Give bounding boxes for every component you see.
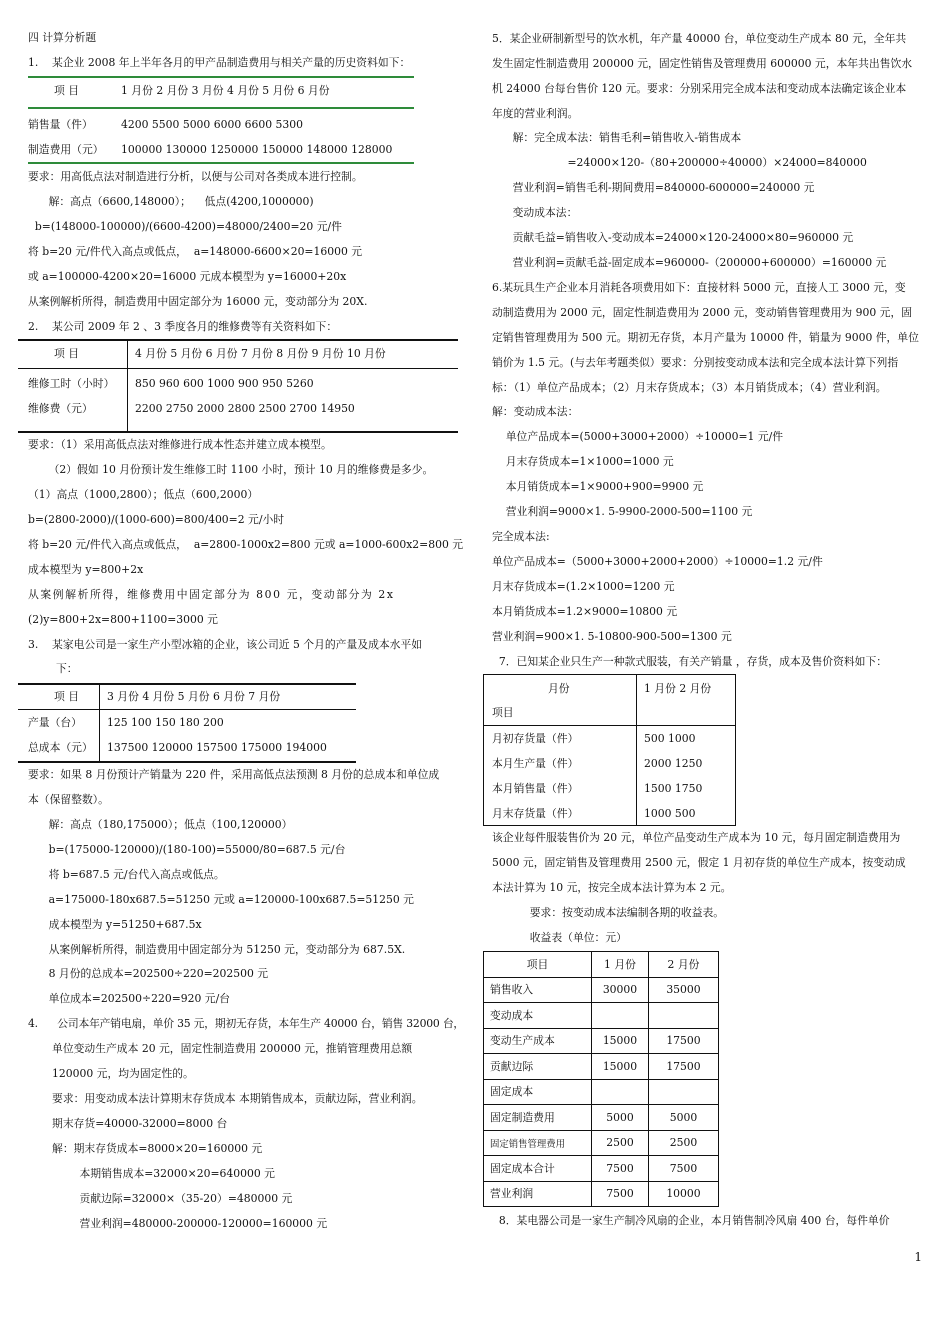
q5-line: 贡献毛益=销售收入-变动成本=24000×120-24000×80=960000 元 xyxy=(492,231,854,244)
q1-line: 从案例解析所得，制造费用中固定部分为 16000 元，变动部分为 20X. xyxy=(28,295,368,308)
q3-line: 从案例解析所得，制造费用中固定部分为 51250 元，变动部分为 687.5X. xyxy=(28,943,406,956)
q7-line: 本法计算为 10 元，按完全成本法计算为本 2 元。 xyxy=(492,881,732,894)
q3-line: 将 b=687.5 元/台代入高点或低点。 xyxy=(28,868,225,881)
q7-inventory-table xyxy=(483,674,736,826)
q7-head-top: 月份 xyxy=(548,682,570,695)
q2-header-label: 项 目 xyxy=(54,347,80,360)
income-row-m1: 5000 xyxy=(592,1105,649,1131)
q2-row1-label: 维修工时（小时） xyxy=(28,377,115,390)
q1-line: 或 a=100000-4200×20=16000 元成本模型为 y=16000+20x xyxy=(28,270,347,283)
page-number: 1 xyxy=(914,1250,922,1264)
q2-line: 成本模型为 y=800+2x xyxy=(28,563,144,576)
income-row-m2: 5000 xyxy=(649,1105,719,1131)
q2-table-top-rule xyxy=(18,339,458,341)
q1-row2-label: 制造费用（元） xyxy=(28,143,104,156)
q4-line: 贡献边际=32000×（35-20）=480000 元 xyxy=(28,1192,293,1205)
q6-line: 标：（1）单位产品成本；（2）月末存货成本；（3）本月销货成本；（4）营业利润。 xyxy=(492,381,887,394)
q2-line: 要求：（1）采用高低点法对维修进行成本性态并建立成本模型。 xyxy=(28,438,332,451)
q3-header-label: 项 目 xyxy=(54,690,80,703)
income-row-label: 贡献边际 xyxy=(484,1054,592,1080)
q6-line: 月末存货成本=(1.2×1000=1200 元 xyxy=(492,580,675,593)
q7-head-months: 1 月份 2 月份 xyxy=(644,682,712,695)
q7-row-label: 月末存货量（件） xyxy=(492,807,579,820)
q4-line: 营业利润=480000-200000-120000=160000 元 xyxy=(28,1217,328,1230)
income-row-label: 固定销售管理费用 xyxy=(484,1130,592,1156)
income-row-m1: 7500 xyxy=(592,1181,649,1207)
q3-header-months: 3 月份 4 月份 5 月份 6 月份 7 月份 xyxy=(107,690,281,703)
q6-line: 完全成本法: xyxy=(492,530,550,543)
q4-line: 120000 元，均为固定性的。 xyxy=(28,1067,194,1080)
income-header-cell: 项目 xyxy=(484,952,592,978)
q3-row1-label: 产量（台） xyxy=(28,716,82,729)
q4-line: 解：期末存货成本=8000×20=160000 元 xyxy=(28,1142,263,1155)
income-row-m1: 7500 xyxy=(592,1156,649,1182)
income-row xyxy=(484,1130,719,1156)
q1-row2-values: 100000 130000 1250000 150000 148000 128000 xyxy=(121,143,393,156)
q2-table-bottom-rule xyxy=(18,431,458,433)
q1-line: 要求：用高低点法对制造进行分析，以便与公司对各类成本进行控制。 xyxy=(28,170,363,183)
q6-line: 营业利润=9000×1. 5-9900-2000-500=1100 元 xyxy=(492,505,753,518)
q7-income-title: 收益表（单位：元） xyxy=(492,931,627,944)
q4-line: 要求：用变动成本法计算期末存货成本 本期销售成本，贡献边际，营业利润。 xyxy=(28,1092,423,1105)
q3-line: 8 月份的总成本=202500÷220=202500 元 xyxy=(28,967,269,980)
q5-line: 机 24000 台每台售价 120 元。要求：分别采用完全成本法和变动成本法确定该企业本 xyxy=(492,82,907,95)
q2-row2-values: 2200 2750 2000 2800 2500 2700 14950 xyxy=(135,402,355,415)
income-row-label: 销售收入 xyxy=(484,977,592,1003)
q6-line: 营业利润=900×1. 5-10800-900-500=1300 元 xyxy=(492,630,732,643)
q6-line: 6.某玩具生产企业本月消耗各项费用如下：直接材料 5000 元，直接人工 3000 元，变 xyxy=(492,281,906,294)
q3-line: 成本模型为 y=51250+687.5x xyxy=(28,918,202,931)
q2-row1-values: 850 960 600 1000 900 950 5260 xyxy=(135,377,314,390)
q3-intro-cont: 下： xyxy=(56,662,78,675)
q1-line: 将 b=20 元/件代入高点或低点， a=148000-6600×20=16000 元 xyxy=(28,245,363,258)
income-row-m1 xyxy=(592,1003,649,1029)
income-row-label: 固定成本合计 xyxy=(484,1156,592,1182)
q3-intro: 3. 某家电公司是一家生产小型冰箱的企业，该公司近 5 个月的产量及成本水平如 xyxy=(28,638,423,651)
q3-line: 要求：如果 8 月份预计产销量为 220 件，采用高低点法预测 8 月份的总成本和单位成 xyxy=(28,768,440,781)
q3-line: 单位成本=202500÷220=920 元/台 xyxy=(28,992,231,1005)
q6-line: 本月销货成本=1×9000+900=9900 元 xyxy=(492,480,704,493)
income-row-m1: 30000 xyxy=(592,977,649,1003)
income-header-row xyxy=(484,952,719,978)
q7-row-label: 本月销售量（件） xyxy=(492,782,579,795)
q1-line: b=(148000-100000)/(6600-4200)=48000/2400=20 元/件 xyxy=(28,220,342,233)
q3-line: 解：高点（180,175000）；低点（100,120000） xyxy=(28,818,293,831)
q7-table-divider xyxy=(636,675,637,825)
income-row-m1: 2500 xyxy=(592,1130,649,1156)
income-row xyxy=(484,1105,719,1131)
income-row-m2: 2500 xyxy=(649,1130,719,1156)
q3-row1-values: 125 100 150 180 200 xyxy=(107,716,224,729)
income-row-m2: 17500 xyxy=(649,1054,719,1080)
q3-table-mid-rule xyxy=(18,709,356,710)
q6-line: 单位产品成本=（5000+3000+2000+2000）÷10000=1.2 元/件 xyxy=(492,555,823,568)
income-row xyxy=(484,1156,719,1182)
q7-income-table xyxy=(483,951,719,1207)
q1-line: 解：高点（6600,148000）； 低点(4200,1000000) xyxy=(28,195,314,208)
q6-line: 解：变动成本法： xyxy=(492,405,579,418)
income-row-m1: 15000 xyxy=(592,1028,649,1054)
q7-line: 要求：按变动成本法编制各期的收益表。 xyxy=(492,906,725,919)
income-row-label: 变动生产成本 xyxy=(484,1028,592,1054)
q5-line: 发生固定性制造费用 200000 元，固定性销售及管理费用 600000 元，本年共出售饮水 xyxy=(492,57,913,70)
q4-line: 4. 公司本年产销电扇，单价 35 元，期初无存货，本年生产 40000 台，销售 32000 台， xyxy=(28,1017,465,1030)
q3-table-top-rule xyxy=(18,683,356,685)
income-row-m1 xyxy=(592,1079,649,1105)
q8-intro: 8．某电器公司是一家生产制冷风扇的企业，本月销售制冷风扇 400 台，每件单价 xyxy=(492,1214,890,1227)
income-row xyxy=(484,1181,719,1207)
q7-row-label: 月初存货量（件） xyxy=(492,732,579,745)
income-row xyxy=(484,1054,719,1080)
q2-line: b=(2800-2000)/(1000-600)=800/400=2 元/小时 xyxy=(28,513,285,526)
q1-header-label: 项 目 xyxy=(54,84,80,97)
q6-line: 本月销货成本=1.2×9000=10800 元 xyxy=(492,605,678,618)
income-row xyxy=(484,977,719,1003)
section-title: 四 计算分析题 xyxy=(28,31,97,44)
income-row-label: 变动成本 xyxy=(484,1003,592,1029)
q3-table-bottom-rule xyxy=(18,761,356,763)
q3-row2-values: 137500 120000 157500 175000 194000 xyxy=(107,741,327,754)
income-header-cell: 1 月份 xyxy=(592,952,649,978)
q7-table-header-rule xyxy=(484,725,735,726)
income-header-cell: 2 月份 xyxy=(649,952,719,978)
income-row-label: 固定成本 xyxy=(484,1079,592,1105)
q3-line: a=175000-180x687.5=51250 元或 a=120000-100x687.5=51250 元 xyxy=(28,893,414,906)
q1-table-mid-rule xyxy=(28,107,414,109)
income-row-label: 营业利润 xyxy=(484,1181,592,1207)
q5-line: 营业利润=销售毛利-期间费用=840000-600000=240000 元 xyxy=(492,181,815,194)
q7-row-values: 2000 1250 xyxy=(644,757,703,770)
q5-line: 营业利润=贡献毛益-固定成本=960000-（200000+600000）=160000 元 xyxy=(492,256,887,269)
q6-line: 月末存货成本=1×1000=1000 元 xyxy=(492,455,674,468)
income-row xyxy=(484,1079,719,1105)
q5-line: 5．某企业研制新型号的饮水机，年产量 40000 台，单位变动生产成本 80 元，全年共 xyxy=(492,32,907,45)
q3-table-divider xyxy=(99,684,100,762)
q5-line: 年度的营业利润。 xyxy=(492,107,579,120)
q2-line: 将 b=20 元/件代入高点或低点， a=2800-1000x2=800 元或 a=1000-600x2=800 元 xyxy=(28,538,464,551)
q2-header-months: 4 月份 5 月份 6 月份 7 月份 8 月份 9 月份 10 月份 xyxy=(135,347,386,360)
q7-intro: 7．已知某企业只生产一种款式服装，有关产销量 ，存货，成本及售价资料如下： xyxy=(492,655,888,668)
income-row-m2: 10000 xyxy=(649,1181,719,1207)
q1-row1-label: 销售量（件） xyxy=(28,118,93,131)
q2-table-divider xyxy=(127,340,128,432)
q7-row-values: 1000 500 xyxy=(644,807,696,820)
q2-table-mid-rule xyxy=(18,368,458,369)
q7-line: 5000 元，固定销售及管理费用 2500 元，假定 1 月初存货的单位生产成本，按变动成 xyxy=(492,856,906,869)
q7-row-label: 本月生产量（件） xyxy=(492,757,579,770)
q5-line: =24000×120-（80+200000÷40000）×24000=840000 xyxy=(492,156,867,169)
q5-line: 解：完全成本法：销售毛利=销售收入-销售成本 xyxy=(492,131,742,144)
q2-row2-label: 维修费（元） xyxy=(28,402,93,415)
q4-line: 单位变动生产成本 20 元，固定性制造费用 200000 元，推销管理费用总额 xyxy=(28,1042,413,1055)
q7-row-values: 1500 1750 xyxy=(644,782,703,795)
q7-head-bottom: 项目 xyxy=(492,706,514,719)
income-row-m2 xyxy=(649,1003,719,1029)
q5-line: 变动成本法： xyxy=(492,206,578,219)
q7-line: 该企业每件服装售价为 20 元，单位产品变动生产成本为 10 元，每月固定制造费用为 xyxy=(492,831,901,844)
q2-line: （1）高点（1000,2800）；低点（600,2000） xyxy=(28,488,259,501)
income-row xyxy=(484,1003,719,1029)
q1-table-top-rule xyxy=(28,76,414,78)
q4-line: 本期销售成本=32000×20=640000 元 xyxy=(28,1167,275,1180)
q7-row-values: 500 1000 xyxy=(644,732,696,745)
q6-line: 定销售管理费用为 500 元。期初无存货，本月产量为 10000 件，销量为 9000 件，单位 xyxy=(492,331,919,344)
q6-line: 单位产品成本=(5000+3000+2000）÷10000=1 元/件 xyxy=(492,430,784,443)
q2-line: （2）假如 10 月份预计发生维修工时 1100 小时，预计 10 月的维修费是多少。 xyxy=(28,463,434,476)
q3-row2-label: 总成本（元） xyxy=(28,741,93,754)
q1-row1-values: 4200 5500 5000 6000 6600 5300 xyxy=(121,118,304,131)
income-row-m2: 17500 xyxy=(649,1028,719,1054)
q1-header-months: 1 月份 2 月份 3 月份 4 月份 5 月份 6 月份 xyxy=(121,84,330,97)
q2-intro: 2. 某公司 2009 年 2 、3 季度各月的维修费等有关资料如下： xyxy=(28,320,338,333)
q6-line: 动制造费用为 2000 元，固定性制造费用为 2000 元，变动销售管理费用为 900 元，固 xyxy=(492,306,913,319)
q1-table-bottom-rule xyxy=(28,162,414,164)
income-row xyxy=(484,1028,719,1054)
q3-line: 本（保留整数）。 xyxy=(28,793,109,806)
income-row-m2: 7500 xyxy=(649,1156,719,1182)
q6-line: 销价为 1.5 元。(与去年考题类似）要求：分别按变动成本法和完全成本法计算下列指 xyxy=(492,356,899,369)
q1-intro: 1. 某企业 2008 年上半年各月的甲产品制造费用与相关产量的历史资料如下： xyxy=(28,56,411,69)
income-row-m1: 15000 xyxy=(592,1054,649,1080)
income-row-label: 固定制造费用 xyxy=(484,1105,592,1131)
q4-line: 期末存货=40000-32000=8000 台 xyxy=(28,1117,228,1130)
income-row-m2: 35000 xyxy=(649,977,719,1003)
q2-line: 从案例解析所得，维修费用中固定部分为 800 元，变动部分为 2x xyxy=(28,588,395,601)
q3-line: b=(175000-120000)/(180-100)=55000/80=687.5 元/台 xyxy=(28,843,346,856)
q2-line: (2)y=800+2x=800+1100=3000 元 xyxy=(28,613,218,626)
income-row-m2 xyxy=(649,1079,719,1105)
